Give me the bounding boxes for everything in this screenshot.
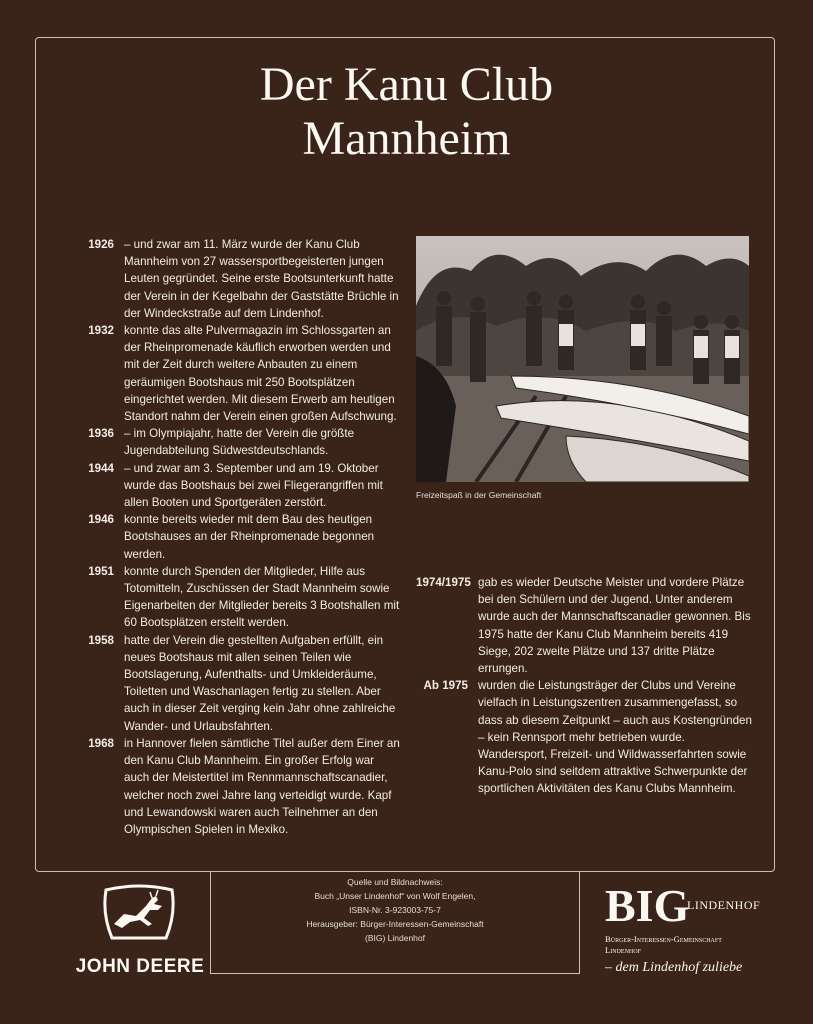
entry-year: 1936 bbox=[88, 427, 114, 441]
source-line-3: ISBN-Nr. 3-923003-75-7 bbox=[349, 905, 441, 915]
big-letters: BIG bbox=[605, 880, 690, 931]
source-line-4: Herausgeber: Bürger-Interessen-Gemeinschaft bbox=[306, 919, 484, 929]
entry-year: 1974/1975 bbox=[416, 576, 471, 589]
entry-text: – und zwar am 3. September und am 19. Oktober wurde das Bootshaus bei zwei Fliegerangriffen mit allen Booten und Sportgeräten zerstört. bbox=[124, 461, 383, 510]
source-credits bbox=[210, 875, 580, 945]
entry-text: konnte bereits wieder mit dem Bau des heutigen Bootshauses an der Rheinpromenade begonnen werden. bbox=[124, 513, 375, 561]
timeline-entry bbox=[88, 236, 400, 322]
timeline-entry bbox=[88, 563, 400, 632]
entry-text: – im Olympiajahr, hatte der Verein die größte Jugendabteilung Südwestdeutschlands. bbox=[124, 427, 355, 458]
timeline-entry bbox=[88, 425, 400, 459]
timeline-entry bbox=[88, 322, 400, 425]
title-line-2: Mannheim bbox=[302, 112, 511, 165]
entry-year: Ab 1975 bbox=[423, 679, 468, 693]
source-line-2: Buch „Unser Lindenhof“ von Wolf Engelen, bbox=[314, 891, 476, 901]
timeline-left-column bbox=[88, 236, 400, 838]
big-superscript: LINDENHOF bbox=[687, 898, 761, 912]
entry-text: wurden die Leistungsträger der Clubs und Vereine vielfach in Leistungszentren zusammengefasst, so dass ab diesem Zeitpunkt – auch aus Kostengründen – kein Rennsport mehr betrieben wurde. Wandersport, Freizeit- und Wildwasserfahrten sowie Kanu-Polo sind seitdem attraktive Schwerpunkte der sportlichen Aktivitäten des Kanu Clubs Mannheim. bbox=[478, 679, 752, 796]
entry-text: hatte der Verein die gestellten Aufgaben erfüllt, ein neues Bootshaus mit allen seinen Teilen wie Bootslagerung, Aufenthalts- und Umkleideräume, Toiletten und Waschanlagen fertig zu stellen. Aber auch in dieser Zeit verging kein Jahr ohne zahlreiche Wander- und Urlaubsfahrten. bbox=[124, 633, 396, 733]
entry-year: 1932 bbox=[88, 324, 114, 338]
big-lindenhof-logo bbox=[605, 880, 785, 976]
entry-text: konnte durch Spenden der Mitglieder, Hilfe aus Totomitteln, Zuschüssen der Stadt Mannheim sowie Eigenarbeiten der Mitglieder bereits 3 Bootshallen mit 60 Bootsplätzen erstellt werden. bbox=[124, 564, 400, 630]
entry-text: gab es wieder Deutsche Meister und vordere Plätze bei den Schülern und der Jugend. Unter anderem wurde auch der Mannschaftscanadier gewonnen. Bis 1975 hatte der Kanu Club Mannheim bereits 419 Siege, 202 zweite Plätze und 137 dritte Plätze errungen. bbox=[478, 576, 751, 676]
big-org-name: Bürger-Interessen-Gemeinschaft bbox=[605, 934, 722, 944]
entry-text: – und zwar am 11. März wurde der Kanu Club Mannheim von 27 wassersportbegeisterten jungen Leuten gegründet. Seine erste Bootsunterkunft hatte der Verein in der Kegelbahn der Gaststätte Brüchle in der Windeckstraße auf dem Lindenhof. bbox=[124, 238, 399, 320]
entry-text: in Hannover fielen sämtliche Titel außer dem Einer an den Kanu Club Mannheim. Ein großer Erfolg war auch der Meistertitel im Rennmannschaftscanadier, welcher noch zwei Jahre lang verteidigt wurde. Kapf und Lewandowski waren auch Teilnehmer an den Olympischen Spielen in Mexiko. bbox=[124, 736, 400, 836]
timeline-entry bbox=[88, 735, 400, 838]
entry-year: 1951 bbox=[88, 564, 114, 578]
timeline-entry bbox=[416, 574, 756, 677]
big-slogan: – dem Lindenhof zuliebe bbox=[605, 960, 743, 975]
entry-year: 1926 bbox=[88, 238, 114, 251]
timeline-entry bbox=[88, 460, 400, 512]
john-deere-wordmark: JOHN DEERE bbox=[75, 956, 205, 977]
timeline-entry bbox=[416, 677, 756, 797]
source-line-1: Quelle und Bildnachweis: bbox=[347, 877, 443, 887]
entry-text: konnte das alte Pulvermagazin im Schlossgarten an der Rheinpromenade käuflich erworben werden und mit der Zeit durch weitere Anbauten zu einem geräumigen Bootshaus mit 250 Bootsplätzen eingerichtet werden. Mit diesem Erwerb am heutigen Standort nahm der Verein einen großen Aufschwung. bbox=[124, 324, 397, 424]
leaping-deer-icon bbox=[100, 884, 178, 944]
timeline-entry bbox=[88, 511, 400, 563]
page-title bbox=[0, 58, 813, 166]
photo-caption: Freizeitspaß in der Gemeinschaft bbox=[416, 490, 542, 500]
big-org-place: Lindenhof bbox=[605, 945, 641, 955]
entry-year: 1958 bbox=[88, 633, 114, 647]
photo-illustration bbox=[416, 236, 749, 482]
title-line-1: Der Kanu Club bbox=[259, 58, 554, 111]
timeline-right-column bbox=[416, 574, 756, 798]
canoe-group-photo bbox=[416, 236, 749, 482]
entry-year: 1944 bbox=[88, 461, 114, 475]
timeline-entry bbox=[88, 632, 400, 735]
entry-year: 1946 bbox=[88, 513, 114, 527]
entry-year: 1968 bbox=[88, 736, 114, 750]
source-line-5: (BIG) Lindenhof bbox=[364, 933, 425, 943]
